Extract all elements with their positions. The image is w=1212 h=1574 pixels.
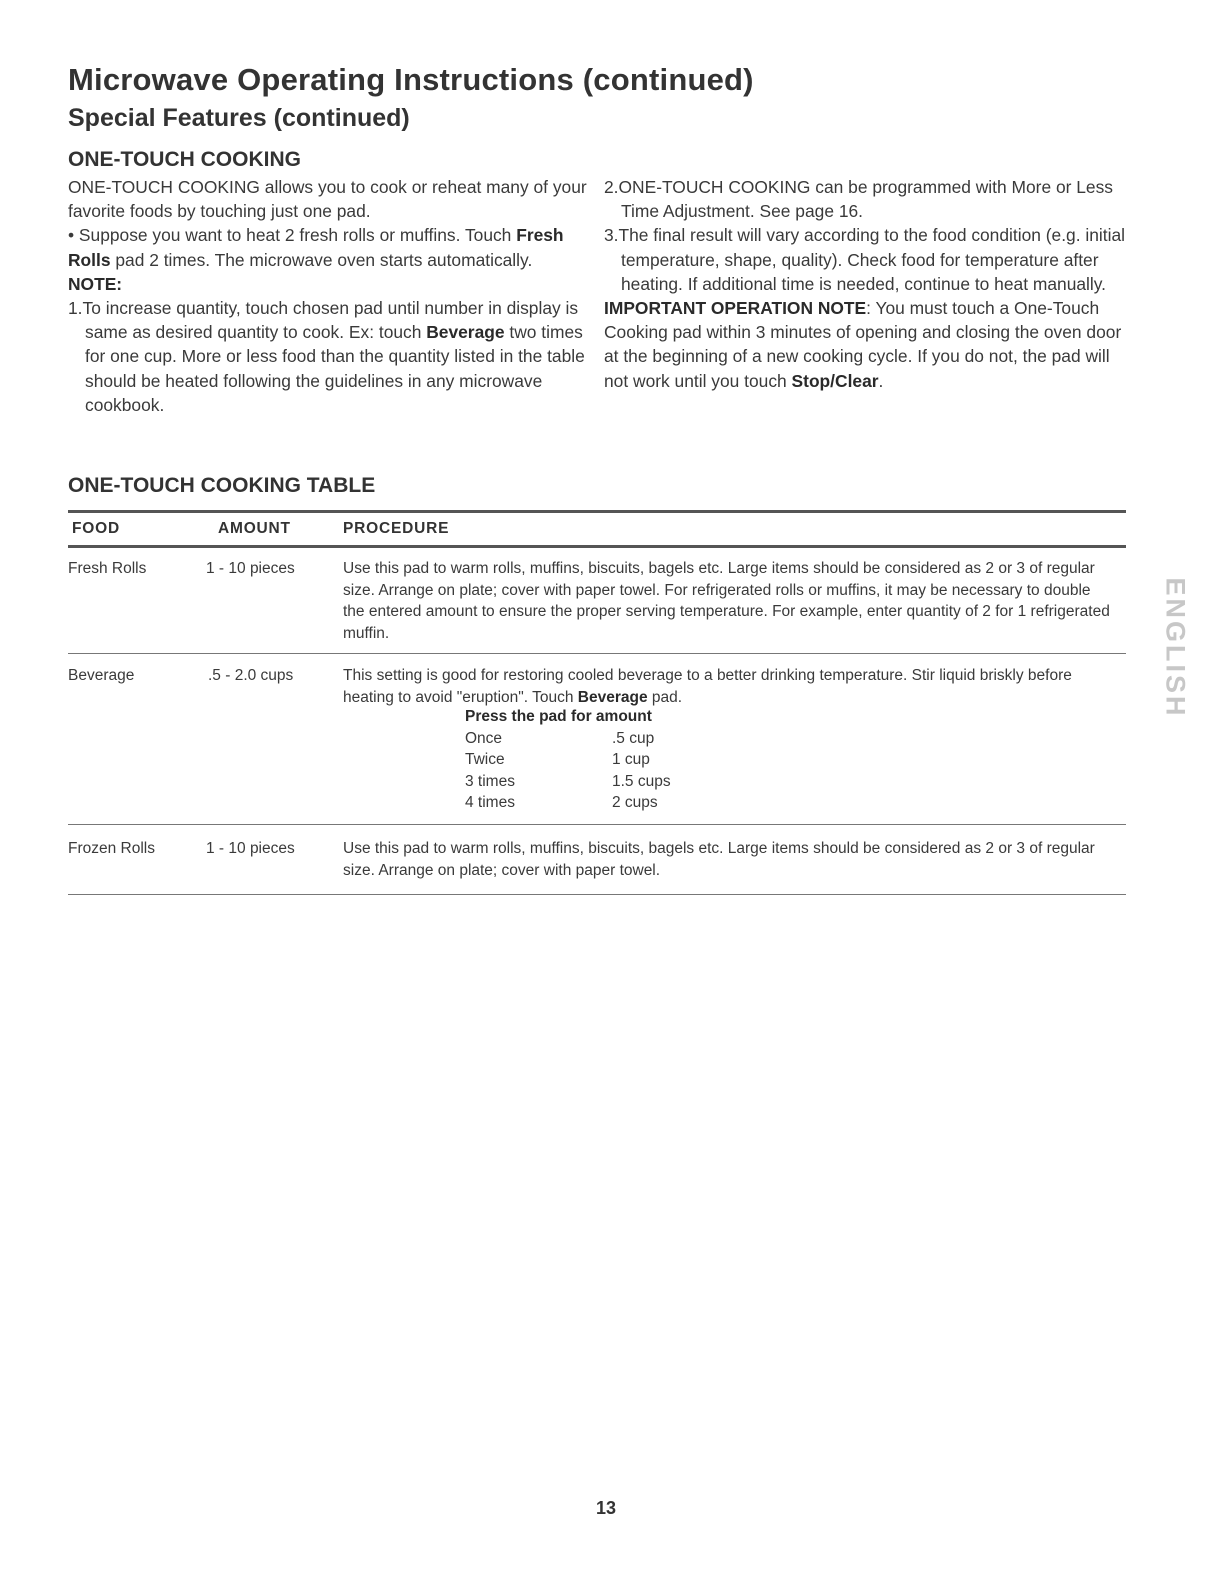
important-note [604, 296, 1134, 393]
row2-procedure-start: This setting is good for restoring cooled beverage to a better drinking temperature. Stir liquid briskly before heating to avoid "eruption". Touch [343, 667, 1072, 706]
beverage-pad-name: Beverage [426, 322, 505, 343]
row-divider [68, 653, 1126, 654]
note-item-2: 2.ONE-TOUCH COOKING can be programmed with More or Less Time Adjustment. See page 16. [604, 177, 1113, 222]
row2-procedure [343, 665, 1113, 708]
example-paragraph [68, 223, 598, 271]
row1-amount: 1 - 10 pieces [206, 560, 295, 577]
press-row [465, 730, 655, 748]
note1-text-start: 1.To increase quantity, touch chosen pad until number in display is same as desired quantity to cook. Ex: touch [68, 298, 579, 343]
table-top-rule [68, 510, 1126, 513]
language-label: ENGLISH [1160, 577, 1191, 719]
press-count: Once [465, 730, 503, 747]
header-food: FOOD [72, 520, 120, 537]
row-divider [68, 824, 1126, 825]
press-amount: .5 cup [612, 730, 655, 747]
table-title: ONE-TOUCH COOKING TABLE [68, 474, 376, 497]
left-column [68, 175, 598, 417]
note1-text-end: two times for one cup. More or less food than the quantity listed in the table should be heated following the guidelines in any microwave cookbook. [85, 322, 585, 415]
row1-food: Fresh Rolls [68, 560, 147, 577]
fresh-rolls-pad-name: Fresh Rolls [68, 225, 564, 270]
page-subtitle: Special Features (continued) [68, 104, 410, 132]
row2-amount: .5 - 2.0 cups [208, 667, 294, 684]
important-note-text: : You must touch a One-Touch Cooking pad within 3 minutes of opening and closing the oven door at the beginning of a new cooking cycle. If you do not, the pad will not work until you touch [604, 298, 1122, 391]
table-header-rule [68, 545, 1126, 548]
table-bottom-rule [68, 894, 1126, 895]
press-count: 4 times [465, 794, 515, 811]
page-number: 13 [595, 1498, 617, 1518]
note-item-3: 3.The final result will vary according to the food condition (e.g. initial temperature, shape, quality). Check food for temperature after heating. If additional time is needed, continue to heat manually. [604, 225, 1126, 294]
press-amount: 1.5 cups [612, 773, 671, 790]
language-side-tab [1158, 578, 1192, 718]
note-label: NOTE: [68, 273, 123, 294]
header-amount: AMOUNT [218, 520, 291, 537]
press-pad-subtable-header: Press the pad for amount [465, 708, 652, 725]
press-amount: 2 cups [612, 794, 658, 811]
section-heading: ONE-TOUCH COOKING [68, 148, 301, 171]
row2-beverage-pad-name: Beverage [577, 688, 648, 706]
intro-paragraph: ONE-TOUCH COOKING allows you to cook or reheat many of your favorite foods by touching just one pad. [68, 177, 587, 222]
stop-clear-pad-name: Stop/Clear [791, 370, 879, 391]
page-title: Microwave Operating Instructions (continued) [68, 62, 754, 97]
header-procedure: PROCEDURE [343, 520, 450, 537]
row2-food: Beverage [68, 667, 135, 684]
press-row [465, 794, 658, 812]
row3-procedure: Use this pad to warm rolls, muffins, biscuits, bagels etc. Large items should be considered as 2 or 3 of regular size. Arrange on plate; cover with paper towel. [343, 840, 1095, 879]
example-text-end: pad 2 times. The microwave oven starts automatically. [110, 249, 533, 270]
example-text-start: • Suppose you want to heat 2 fresh rolls or muffins. Touch [68, 225, 517, 246]
press-count: 3 times [465, 773, 515, 790]
row1-procedure: Use this pad to warm rolls, muffins, biscuits, bagels etc. Large items should be considered as 2 or 3 of regular size. Arrange on plate; cover with paper towel. For refrigerated rolls or muffins, it may be necessary to double the entered amount to ensure the proper serving temperature. For example, enter quantity of 2 for 1 refrigerated muffin. [343, 560, 1110, 642]
row3-amount: 1 - 10 pieces [206, 840, 295, 857]
important-note-end: . [878, 370, 884, 391]
press-row [465, 751, 650, 769]
press-count: Twice [465, 751, 505, 768]
important-note-label: IMPORTANT OPERATION NOTE [604, 298, 867, 319]
press-amount: 1 cup [612, 751, 650, 768]
row2-procedure-end: pad. [647, 688, 683, 706]
right-column [604, 175, 1134, 393]
row3-food: Frozen Rolls [68, 840, 155, 857]
note-item-1 [68, 296, 598, 417]
press-row [465, 773, 671, 791]
